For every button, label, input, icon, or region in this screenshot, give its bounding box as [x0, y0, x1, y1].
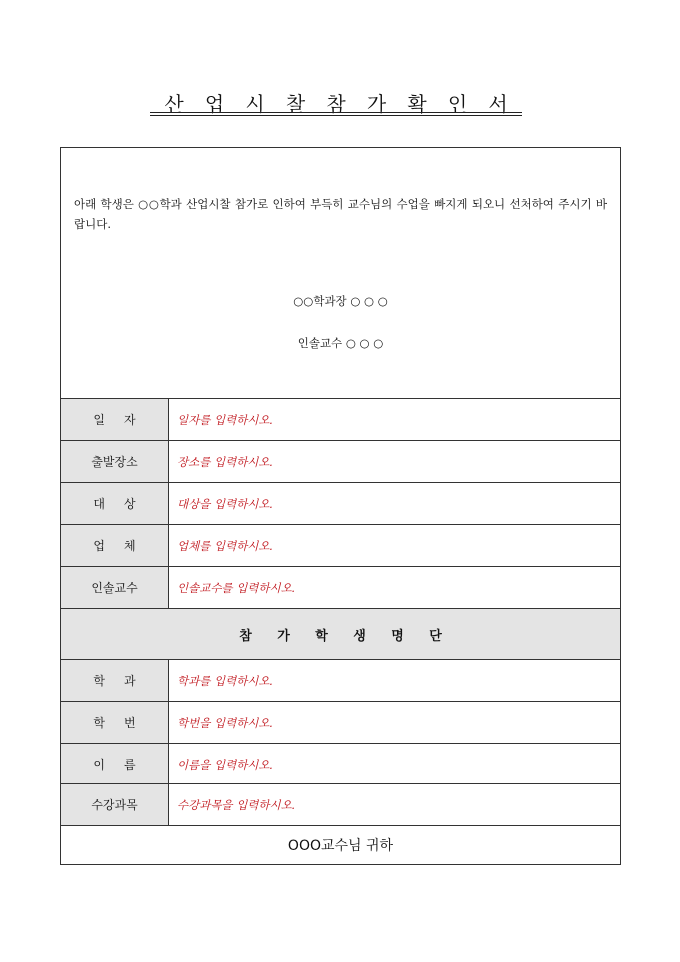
row-course	[61, 783, 620, 825]
dept-head-signature: ○○학과장 ○ ○ ○	[293, 294, 388, 308]
title-char: 가	[366, 92, 387, 116]
row-target	[61, 482, 620, 524]
intro-text: 아래 학생은 ○○학과 산업시찰 참가로 인하여 부득히 교수님의 수업을 빠지게 되오니 선처하여 주시기 바랍니다.	[74, 197, 607, 231]
title-char: 확	[407, 92, 427, 116]
row-label: 학 번	[61, 702, 169, 743]
row-label: 출발장소	[61, 441, 169, 482]
heading-char: 생	[353, 629, 366, 644]
row-label: 인솔교수	[61, 567, 169, 608]
row-label: 학 과	[61, 660, 169, 701]
professor-field[interactable]: 인솔교수를 입력하시오.	[177, 580, 296, 595]
title-underline	[150, 115, 522, 116]
professor-signature: 인솔교수 ○ ○ ○	[297, 336, 384, 350]
addressee-footer: OOO교수님 귀하	[61, 825, 620, 864]
row-label: 일 자	[61, 399, 169, 440]
row-label: 이 름	[61, 744, 169, 785]
title-char: 업	[204, 92, 225, 116]
row-label: 대 상	[61, 483, 169, 524]
departure-field[interactable]: 장소를 입력하시오.	[177, 454, 274, 469]
document-title	[150, 88, 522, 114]
row-departure	[61, 440, 620, 482]
row-professor	[61, 566, 620, 608]
student-list-heading	[61, 608, 620, 660]
heading-char: 참	[239, 629, 252, 644]
heading-char: 단	[429, 629, 442, 644]
date-field[interactable]: 일자를 입력하시오.	[177, 412, 274, 427]
intro-section	[61, 148, 620, 398]
row-name	[61, 743, 620, 785]
title-char: 찰	[285, 92, 306, 116]
row-department	[61, 659, 620, 701]
title-char: 서	[488, 92, 508, 116]
heading-char: 명	[391, 629, 404, 644]
row-company	[61, 524, 620, 566]
title-char: 참	[326, 92, 346, 116]
student-id-field[interactable]: 학번을 입력하시오.	[177, 715, 274, 730]
row-label: 수강과목	[61, 784, 169, 825]
target-field[interactable]: 대상을 입력하시오.	[177, 496, 274, 511]
form-frame	[60, 147, 621, 865]
heading-char: 가	[277, 629, 290, 644]
row-label: 업 체	[61, 525, 169, 566]
title-underline	[150, 112, 522, 113]
course-field[interactable]: 수강과목을 입력하시오.	[177, 797, 296, 812]
row-student-id	[61, 701, 620, 743]
title-char: 인	[447, 92, 468, 116]
heading-char: 학	[315, 629, 328, 644]
title-char: 시	[245, 92, 265, 116]
title-char: 산	[164, 92, 184, 116]
name-field[interactable]: 이름을 입력하시오.	[177, 757, 274, 772]
row-date	[61, 398, 620, 440]
department-field[interactable]: 학과를 입력하시오.	[177, 673, 274, 688]
company-field[interactable]: 업체를 입력하시오.	[177, 538, 274, 553]
